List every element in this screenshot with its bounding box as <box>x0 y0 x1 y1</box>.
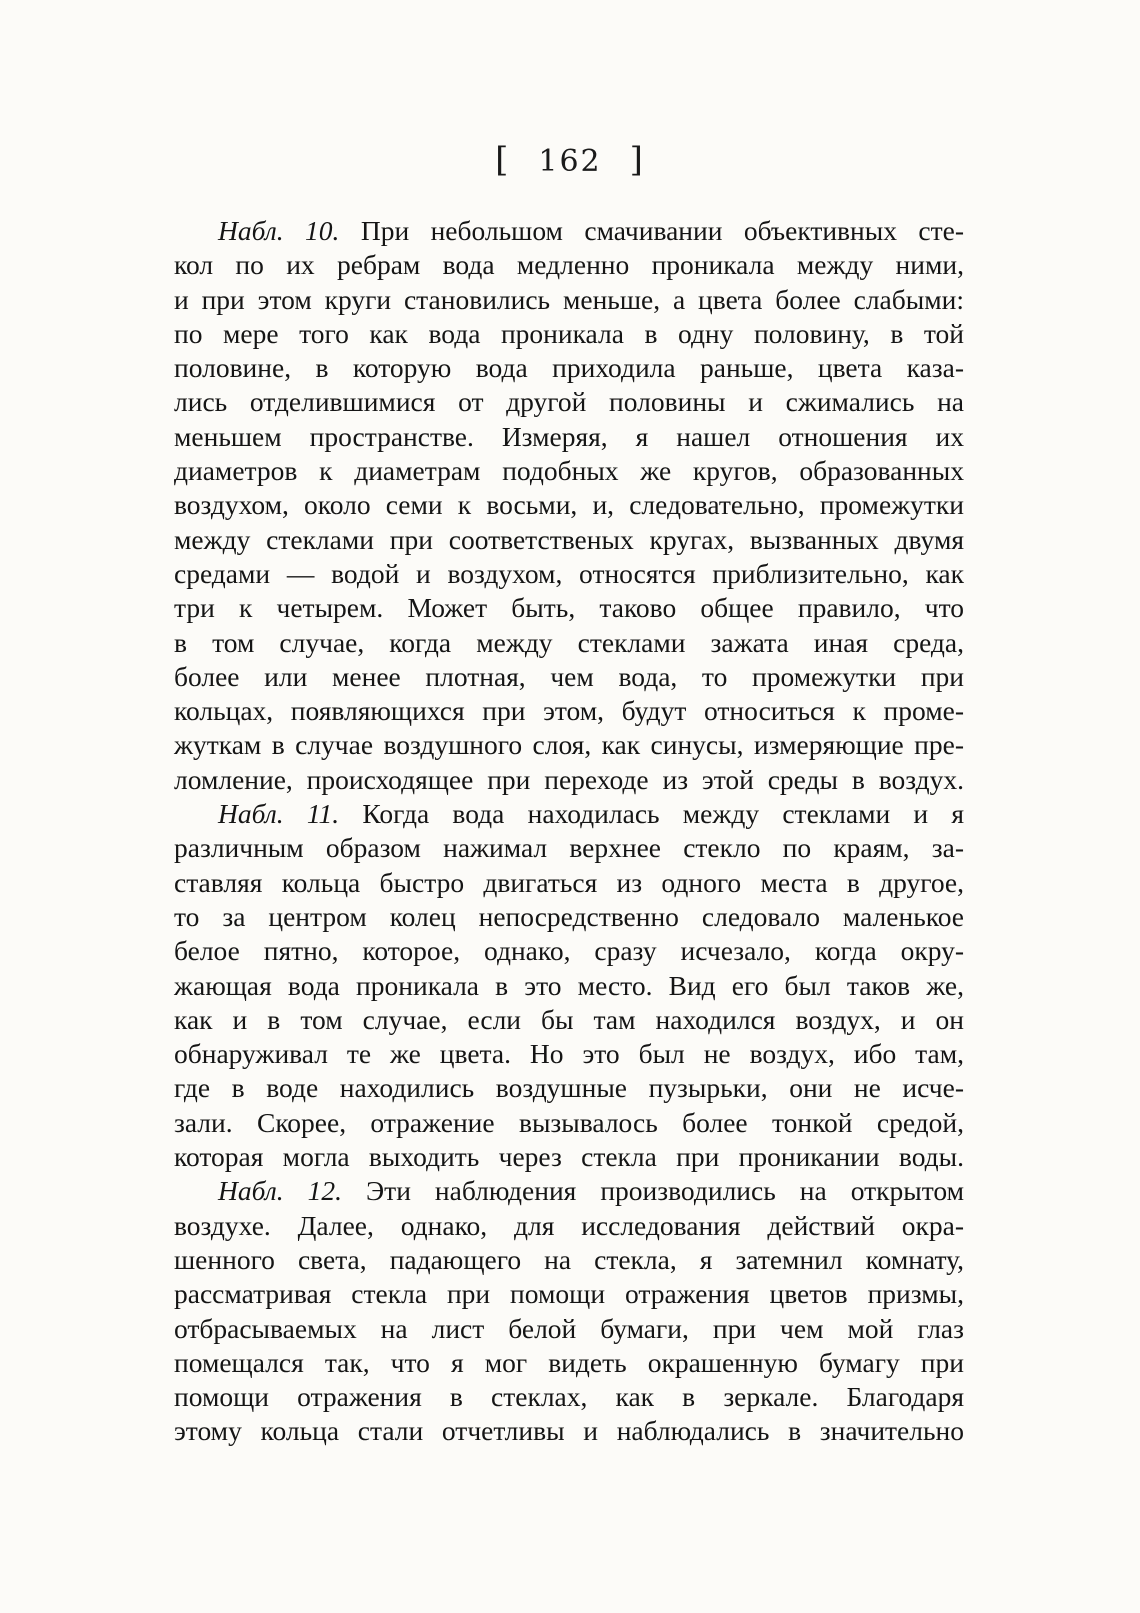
text-line: жающая вода проникала в это место. Вид его был таков же, <box>174 969 964 1001</box>
text-line: рассматривая стекла при помощи отражения цветов призмы, <box>174 1278 964 1310</box>
text-line: диаметров к диаметрам подобных же кругов, образованных <box>174 455 964 487</box>
text-line: воздухе. Далее, однако, для исследования действий окра- <box>174 1209 964 1241</box>
text-line: средами — водой и воздухом, относятся приблизительно, как <box>174 557 964 589</box>
text-line: отбрасываемых на лист белой бумаги, при чем мой глаз <box>174 1312 964 1344</box>
text-line: жуткам в случае воздушного слоя, как синусы, измеряющие пре- <box>174 729 964 761</box>
text-line: кол по их ребрам вода медленно проникала между ними, <box>174 249 964 281</box>
open-bracket: [ <box>495 140 511 180</box>
text-line: различным образом нажимал верхнее стекло по краям, за- <box>174 832 964 864</box>
text-line: между стеклами при соответственых кругах, вызванных двумя <box>174 523 964 555</box>
page-number: 162 <box>538 144 602 179</box>
text-line: более или менее плотная, чем вода, то промежутки при <box>174 660 964 692</box>
body-text <box>174 214 964 1449</box>
text-line: Набл. 10. При небольшом смачивании объективных сте- <box>218 215 964 246</box>
observation-label: Набл. 11. <box>218 798 340 830</box>
page-number-header <box>0 140 1140 180</box>
close-bracket: ] <box>629 140 645 180</box>
text-line: помещался так, что я мог видеть окрашенную бумагу при <box>174 1346 964 1378</box>
text-line: белое пятно, которое, однако, сразу исчезало, когда окру- <box>174 935 964 967</box>
text-line: по мере того как вода проникала в одну половину, в той <box>174 317 964 349</box>
text-line: зали. Скорее, отражение вызывалось более тонкой средой, <box>174 1106 964 1138</box>
text-line: меньшем пространстве. Измеряя, я нашел отношения их <box>174 420 964 452</box>
text-line: в том случае, когда между стеклами зажата иная среда, <box>174 626 964 658</box>
text-line: ломление, происходящее при переходе из этой среды в воздух. <box>174 763 964 795</box>
text-line: ставляя кольца быстро двигаться из одного места в другое, <box>174 866 964 898</box>
text-line: и при этом круги становились меньше, а цвета более слабыми: <box>174 283 964 315</box>
text-line: этому кольца стали отчетливы и наблюдались в значительно <box>174 1415 964 1447</box>
text-line: обнаруживал те же цвета. Но это был не воздух, ибо там, <box>174 1038 964 1070</box>
text-line: Набл. 11. Когда вода находилась между стеклами и я <box>218 798 964 830</box>
text-line: половине, в которую вода приходила раньше, цвета каза- <box>174 352 964 384</box>
text-line: Набл. 12. Эти наблюдения производились на открытом <box>218 1175 964 1207</box>
text-line: шенного света, падающего на стекла, я затемнил комнату, <box>174 1243 964 1275</box>
text-line: помощи отражения в стеклах, как в зеркале. Благодаря <box>174 1381 964 1413</box>
observation-label: Набл. 12. <box>218 1175 343 1207</box>
text-line: кольцах, появляющихся при этом, будут относиться к проме- <box>174 695 964 727</box>
text-line: лись отделившимися от другой половины и сжимались на <box>174 386 964 418</box>
text-line: как и в том случае, если бы там находился воздух, и он <box>174 1003 964 1035</box>
text-line: то за центром колец непосредственно следовало маленькое <box>174 900 964 932</box>
text-line: которая могла выходить через стекла при проникании воды. <box>174 1141 964 1173</box>
observation-label: Набл. 10. <box>218 215 340 246</box>
text-line: где в воде находились воздушные пузырьки, они не исче- <box>174 1072 964 1104</box>
text-line: три к четырем. Может быть, таково общее правило, что <box>174 592 964 624</box>
text-line: воздухом, около семи к восьми, и, следовательно, промежутки <box>174 489 964 521</box>
